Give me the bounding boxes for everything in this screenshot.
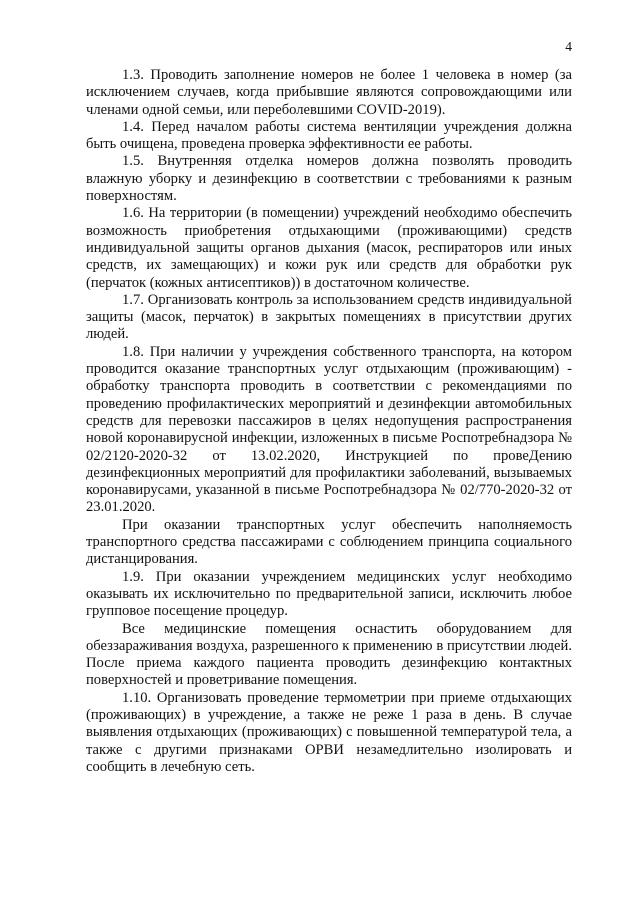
paragraph-medical-rooms: Все медицинские помещения оснастить оборудованием для обеззараживания воздуха, разрешенного к применению в присутствии людей. После приема каждого пациента проводить дезинфекцию контактных поверхностей и проветривание помещения.: [86, 620, 572, 689]
page-number: 4: [565, 39, 572, 54]
paragraph-1-7: 1.7. Организовать контроль за использованием средств индивидуальной защиты (масок, перчаток) в закрытых помещениях в присутствии других людей.: [86, 291, 572, 343]
paragraph-1-8: 1.8. При наличии у учреждения собственного транспорта, на котором проводится оказание транспортных услуг отдыхающим (проживающим) - обработку транспорта проводить в соответствии с рекомендациями по проведению профилактических мероприятий и дезинфекции автомобильных средств для перевозки пассажиров в целях недопущения распространения новой коронавирусной инфекции, изложенных в письме Роспотребнадзора № 02/2120-2020-32 от 13.02.2020, Инструкцией по провеДению дезинфекционных мероприятий для профилактики заболеваний, вызываемых коронавирусами, указанной в письме Роспотребнадзора № 02/770-2020-32 от 23.01.2020.: [86, 343, 572, 516]
document-body: [86, 67, 572, 776]
paragraph-1-4: 1.4. Перед началом работы система вентиляции учреждения должна быть очищена, проведена проверка эффективности ее работы.: [86, 118, 572, 153]
paragraph-1-10: 1.10. Организовать проведение термометрии при приеме отдыхающих (проживающих) в учреждение, а также не реже 1 раза в день. В случае выявления отдыхающих (проживающих) с повышенной температурой тела, а также с другими признаками ОРВИ незамедлительно изолировать и сообщить в лечебную сеть.: [86, 689, 572, 775]
paragraph-1-6: 1.6. На территории (в помещении) учреждений необходимо обеспечить возможность приобретения отдыхающими (проживающими) средств индивидуальной защиты органов дыхания (масок, респираторов или иных средств, их замещающих) и кожи рук или средств для обработки рук (перчаток (кожных антисептиков)) в достаточном количестве.: [86, 205, 572, 291]
paragraph-1-5: 1.5. Внутренняя отделка номеров должна позволять проводить влажную уборку и дезинфекцию в соответствии с требованиями к разным поверхностям.: [86, 153, 572, 205]
paragraph-1-9: 1.9. При оказании учреждением медицинских услуг необходимо оказывать их исключительно по предварительной записи, исключить любое групповое посещение процедур.: [86, 568, 572, 620]
paragraph-1-3: 1.3. Проводить заполнение номеров не более 1 человека в номер (за исключением случаев, когда прибывшие являются сопровождающими или членами одной семьи, или переболевшими COVID-2019).: [86, 67, 572, 118]
paragraph-transport-occupancy: При оказании транспортных услуг обеспечить наполняемость транспортного средства пассажирами с соблюдением принципа социального дистанцирования.: [86, 516, 572, 568]
